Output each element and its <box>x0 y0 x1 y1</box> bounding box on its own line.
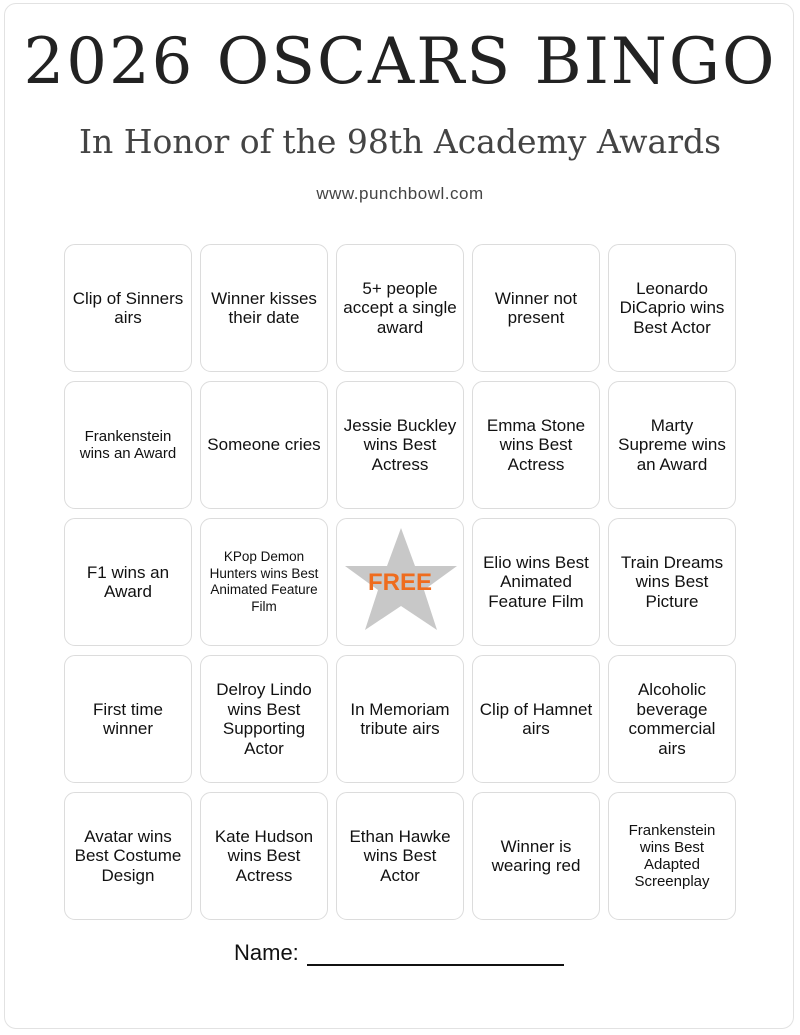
bingo-cell-text: Frankenstein wins Best Adapted Screenplay <box>628 822 716 890</box>
bingo-cell[interactable] <box>200 655 328 783</box>
source-url: www.punchbowl.com <box>316 184 484 203</box>
bingo-cell[interactable] <box>64 792 192 920</box>
page-title: 2026 OSCARS BINGO <box>23 25 777 99</box>
bingo-cell[interactable] <box>64 518 192 646</box>
bingo-cell[interactable] <box>200 381 328 509</box>
bingo-cell-text: Winner not present <box>494 288 578 327</box>
bingo-cell[interactable] <box>608 655 736 783</box>
bingo-cell-text: 5+ people accept a single award <box>343 278 457 337</box>
bingo-cell[interactable] <box>608 244 736 372</box>
bingo-cell[interactable] <box>472 655 600 783</box>
bingo-cell-text: Frankenstein wins an Award <box>79 428 177 462</box>
bingo-cell[interactable] <box>336 655 464 783</box>
bingo-cell[interactable] <box>336 792 464 920</box>
name-blank-line[interactable] <box>307 940 564 966</box>
bingo-cell-text: Leonardo DiCaprio wins Best Actor <box>619 278 725 337</box>
bingo-cell-text: Emma Stone wins Best Actress <box>486 415 586 474</box>
bingo-cell[interactable] <box>200 518 328 646</box>
bingo-cell-text: Ethan Hawke wins Best Actor <box>349 826 451 885</box>
bingo-cell[interactable] <box>472 244 600 372</box>
bingo-cell[interactable] <box>472 518 600 646</box>
bingo-cell-text: Jessie Buckley wins Best Actress <box>343 415 457 474</box>
free-space-cell[interactable] <box>336 518 464 646</box>
bingo-cell[interactable] <box>608 792 736 920</box>
bingo-cell[interactable] <box>200 792 328 920</box>
page-subtitle: In Honor of the 98th Academy Awards <box>78 122 722 161</box>
bingo-cell-text: Clip of Hamnet airs <box>479 699 593 738</box>
name-label: Name: <box>234 940 299 965</box>
bingo-cell-text: KPop Demon Hunters wins Best Animated Feature Film <box>209 549 319 614</box>
bingo-cell[interactable] <box>336 244 464 372</box>
bingo-cell-text: Marty Supreme wins an Award <box>618 415 726 474</box>
bingo-cell[interactable] <box>608 381 736 509</box>
bingo-cell-text: Alcoholic beverage commercial airs <box>628 680 716 758</box>
bingo-cell-text: Elio wins Best Animated Feature Film <box>483 552 589 611</box>
bingo-grid <box>64 244 736 920</box>
bingo-cell[interactable] <box>472 792 600 920</box>
bingo-cell[interactable] <box>200 244 328 372</box>
bingo-cell[interactable] <box>64 244 192 372</box>
bingo-cell-text: In Memoriam tribute airs <box>350 699 450 738</box>
bingo-cell-text: Delroy Lindo wins Best Supporting Actor <box>216 680 312 758</box>
bingo-cell-text: F1 wins an Award <box>86 562 170 601</box>
bingo-cell-text: Kate Hudson wins Best Actress <box>214 826 314 885</box>
bingo-cell[interactable] <box>608 518 736 646</box>
bingo-cell[interactable] <box>336 381 464 509</box>
free-space-label: FREE <box>367 569 432 596</box>
bingo-cell-text: Train Dreams wins Best Picture <box>620 552 724 611</box>
bingo-cell[interactable] <box>64 381 192 509</box>
bingo-cell-text: Avatar wins Best Costume Design <box>74 826 182 885</box>
bingo-cell-text: Clip of Sinners airs <box>72 288 184 327</box>
name-field-row <box>234 940 564 966</box>
bingo-cell-text: First time winner <box>93 699 163 738</box>
bingo-cell-text: Someone cries <box>207 435 321 455</box>
bingo-cell[interactable] <box>472 381 600 509</box>
bingo-cell[interactable] <box>64 655 192 783</box>
bingo-cell-text: Winner kisses their date <box>211 288 317 327</box>
bingo-cell-text: Winner is wearing red <box>491 836 581 875</box>
